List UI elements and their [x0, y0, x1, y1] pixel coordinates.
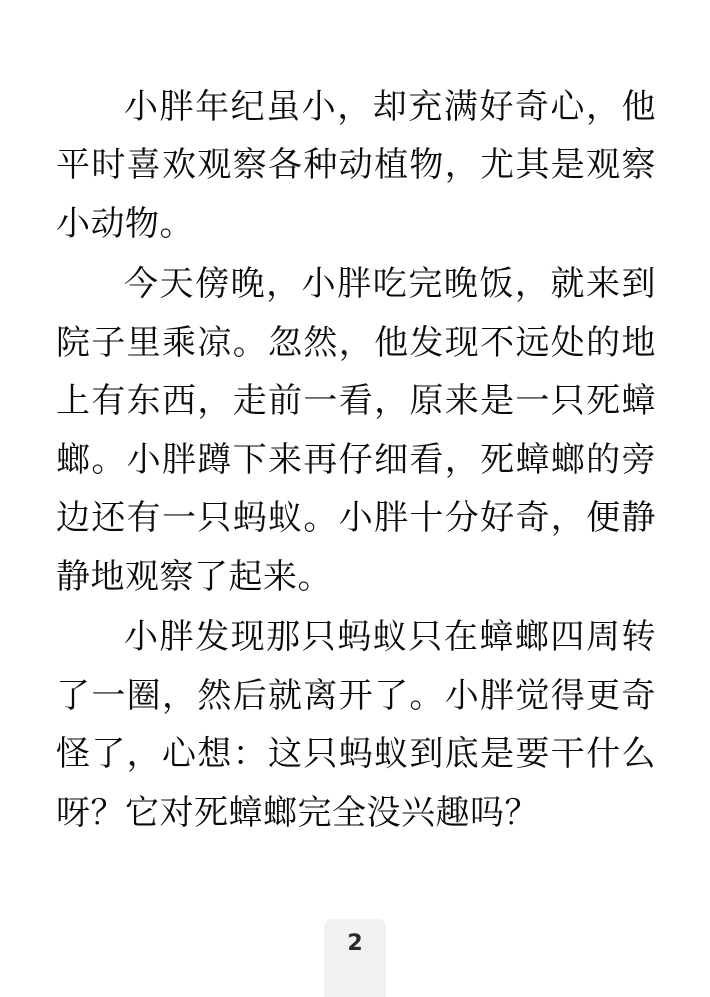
paragraph: 小胖年纪虽小，却充满好奇心，他平时喜欢观察各种动植物，尤其是观察小动物。 [56, 87, 656, 244]
paragraph: 小胖发现那只蚂蚁只在蟑螂四周转了一圈，然后就离开了。小胖觉得更奇怪了，心想：这只蚂蚁到底是要干什么呀？它对死蟑螂完全没兴趣吗？ [56, 617, 656, 833]
page-footer [0, 919, 710, 997]
page-number: 2 [324, 919, 386, 997]
page-text-body [56, 78, 656, 844]
paragraph: 今天傍晚，小胖吃完晚饭，就来到院子里乘凉。忽然，他发现不远处的地上有东西，走前一看，原来是一只死蟑螂。小胖蹲下来再仔细看，死蟑螂的旁边还有一只蚂蚁。小胖十分好奇，便静静地观察了起来。 [56, 264, 656, 597]
